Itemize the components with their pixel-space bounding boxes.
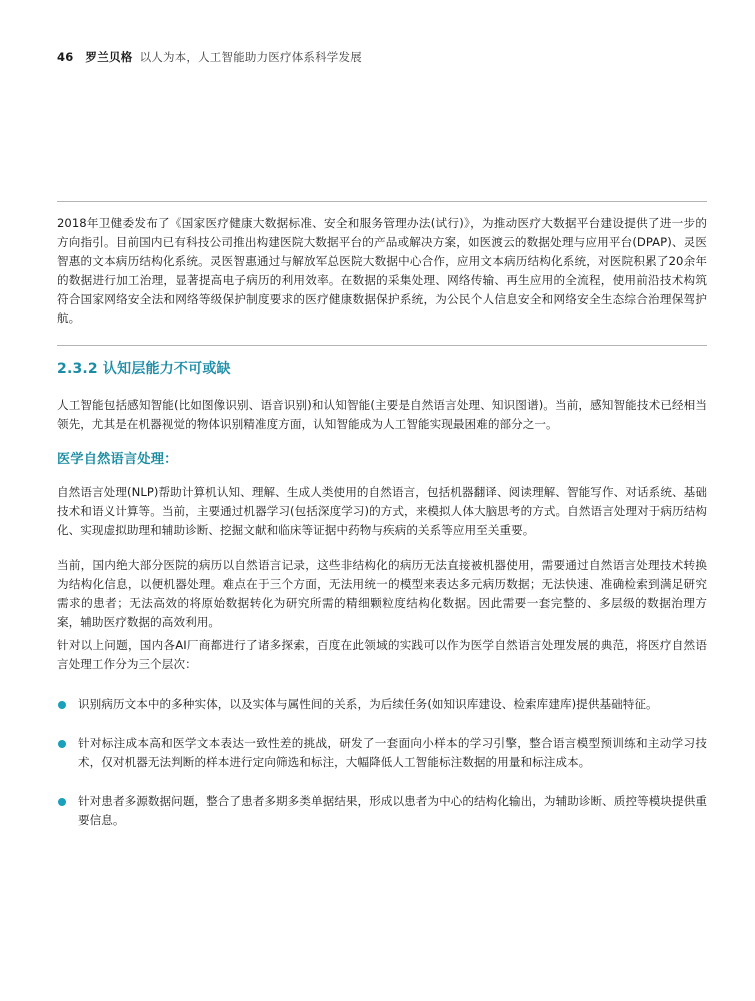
section-heading: 2.3.2 认知层能力不可或缺 (57, 361, 231, 377)
nlp-layers-list (57, 695, 707, 830)
list-item (57, 792, 707, 830)
bullet-dot-icon (58, 701, 66, 709)
subheading-medical-nlp: 医学自然语言处理： (57, 452, 178, 467)
list-item-text: 针对标注成本高和医学文本表达一致性差的挑战，研发了一套面向小样本的学习引擎，整合语言模型预训练和主动学习技术，仅对机器无法判断的样本进行定向筛选和标注，大幅降低人工智能标注数据的用量和标注成本。 (78, 736, 707, 770)
divider-section (57, 345, 707, 346)
running-header (57, 49, 707, 67)
brand-name: 罗兰贝格 (85, 50, 133, 64)
list-item (57, 695, 707, 714)
paragraph-intro: 2018年卫健委发布了《国家医疗健康大数据标准、安全和服务管理办法(试行)》，为推动医疗大数据平台建设提供了进一步的方向指引。目前国内已有科技公司推出构建医院大数据平台的产品或解决方案，如医渡云的数据处理与应用平台(DPAP)、灵医智惠的文本病历结构化系统。灵医智惠通过与解放军总医院大数据中心合作，应用文本病历结构化系统，对医院积累了20余年的数据进行加工治理，显著提高电子病历的利用效率。在数据的采集处理、网络传输、再生应用的全流程，使用前沿技术构筑符合国家网络安全法和网络等级保护制度要求的医疗健康数据保护系统，为公民个人信息安全和网络安全生态综合治理保驾护航。 (57, 216, 707, 326)
paragraph-nlp-layers: 针对以上问题，国内各AI厂商都进行了诸多探索，百度在此领域的实践可以作为医学自然语言处理发展的典范，将医疗自然语言处理工作分为三个层次： (57, 638, 707, 672)
paragraph-cognitive-intelligence: 人工智能包括感知智能(比如图像识别、语音识别)和认知智能(主要是自然语言处理、知识图谱)。当前，感知智能技术已经相当领先，尤其是在机器视觉的物体识别精准度方面，认知智能成为人工智能实现最困难的部分之一。 (57, 398, 707, 432)
bullet-dot-icon (58, 740, 66, 748)
header-subtitle: 以人为本，人工智能助力医疗体系科学发展 (139, 50, 362, 64)
list-item-text: 识别病历文本中的多种实体，以及实体与属性间的关系，为后续任务(如知识库建设、检索库建库)提供基础特征。 (78, 697, 658, 711)
bullet-dot-icon (58, 798, 66, 806)
paragraph-nlp-definition: 自然语言处理(NLP)帮助计算机认知、理解、生成人类使用的自然语言，包括机器翻译、阅读理解、智能写作、对话系统、基础技术和语义计算等。当前，主要通过机器学习(包括深度学习)的方式，来模拟人体大脑思考的方式。自然语言处理对于病历结构化、实现虚拟助理和辅助诊断、挖掘文献和临床等证据中药物与疾病的关系等应用至关重要。 (57, 485, 707, 538)
list-item-text: 针对患者多源数据问题，整合了患者多期多类单据结果，形成以患者为中心的结构化输出，为辅助诊断、质控等模块提供重要信息。 (78, 794, 707, 828)
page-number: 46 (57, 50, 74, 64)
list-item (57, 734, 707, 772)
paragraph-nlp-challenges: 当前，国内绝大部分医院的病历以自然语言记录，这些非结构化的病历无法直接被机器使用，需要通过自然语言处理技术转换为结构化信息，以便机器处理。难点在于三个方面，无法用统一的模型来表达多元病历数据；无法快速、准确检索到满足研究需求的患者；无法高效的将原始数据转化为研究所需的精细颗粒度结构化数据。因此需要一套完整的、多层级的数据治理方案，辅助医疗数据的高效利用。 (57, 558, 707, 630)
divider-top (57, 201, 707, 202)
